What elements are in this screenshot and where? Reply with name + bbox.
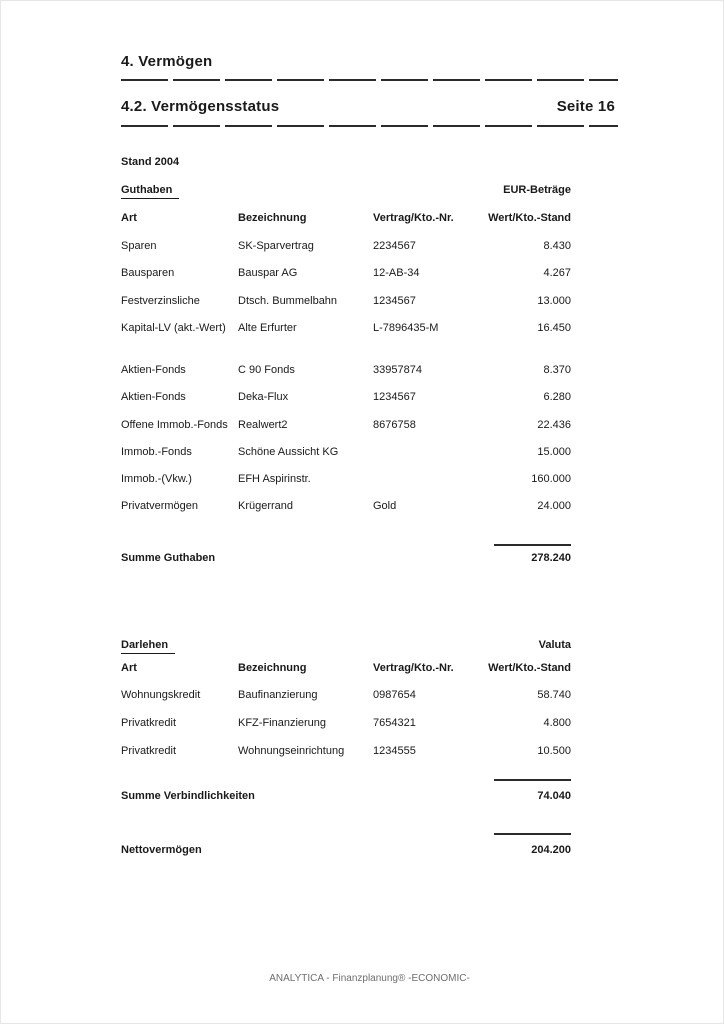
row-art: Festverzinsliche	[121, 295, 200, 307]
table-row	[121, 267, 618, 280]
netto-value: 204.200	[531, 844, 571, 856]
column-header-art: Art	[121, 662, 137, 674]
darlehen-currency-label: Valuta	[538, 639, 571, 651]
row-art: Kapital-LV (akt.-Wert)	[121, 322, 226, 334]
row-art: Privatvermögen	[121, 500, 199, 512]
row-wert: 10.500	[537, 745, 571, 757]
row-wert: 58.740	[537, 689, 571, 701]
darlehen-title-row	[121, 639, 618, 652]
page-footer: ANALYTICA - Finanzplanung® -ECONOMIC-	[269, 973, 470, 984]
row-wert: 8.370	[543, 364, 571, 376]
table-row	[121, 419, 618, 432]
stand-label: Stand 2004	[121, 156, 180, 168]
row-wert: 22.436	[537, 419, 571, 431]
sum-guthaben-value: 278.240	[531, 552, 571, 564]
row-bezeichnung: C 90 Fonds	[238, 364, 295, 376]
column-header-bezeichnung: Bezeichnung	[238, 662, 307, 674]
row-bezeichnung: Deka-Flux	[238, 391, 289, 403]
row-vertrag: Gold	[373, 500, 397, 512]
sum-rule-verbindlichkeiten	[494, 779, 571, 781]
netto-row	[121, 844, 618, 857]
row-bezeichnung: Wohnungseinrichtung	[238, 745, 345, 757]
divider-dashed-section	[121, 125, 618, 127]
page-number: Seite 16	[556, 98, 615, 115]
row-vertrag: 0987654	[373, 689, 416, 701]
table-row	[121, 295, 618, 308]
divider-dashed-top	[121, 79, 618, 81]
column-header-art: Art	[121, 212, 137, 224]
column-header-bezeichnung: Bezeichnung	[238, 212, 307, 224]
row-wert: 160.000	[531, 473, 571, 485]
row-bezeichnung: SK-Sparvertrag	[238, 240, 314, 252]
row-vertrag: L-7896435-M	[373, 322, 439, 334]
sum-rule-netto	[494, 833, 571, 835]
row-bezeichnung: Realwert2	[238, 419, 288, 431]
netto-label: Nettovermögen	[121, 844, 202, 856]
row-vertrag: 33957874	[373, 364, 422, 376]
sum-row-verbindlichkeiten	[121, 790, 618, 803]
table-row	[121, 500, 618, 513]
row-wert: 13.000	[537, 295, 571, 307]
table-row	[121, 240, 618, 253]
column-header-wert: Wert/Kto.-Stand	[488, 212, 571, 224]
row-bezeichnung: Baufinanzierung	[238, 689, 318, 701]
table-row	[121, 391, 618, 404]
table-row	[121, 745, 618, 758]
row-wert: 6.280	[543, 391, 571, 403]
row-art: Privatkredit	[121, 745, 177, 757]
row-vertrag: 1234567	[373, 391, 416, 403]
row-vertrag: 1234567	[373, 295, 416, 307]
row-art: Offene Immob.-Fonds	[121, 419, 228, 431]
row-wert: 24.000	[537, 500, 571, 512]
section-title: 4.2. Vermögensstatus	[121, 98, 280, 115]
stand-row	[121, 156, 618, 169]
row-wert: 15.000	[537, 446, 571, 458]
row-art: Immob.-(Vkw.)	[121, 473, 192, 485]
guthaben-title-row	[121, 184, 618, 197]
sum-verbindlichkeiten-label: Summe Verbindlichkeiten	[121, 790, 255, 802]
row-bezeichnung: Dtsch. Bummelbahn	[238, 295, 338, 307]
row-art: Sparen	[121, 240, 157, 252]
row-bezeichnung: Krügerrand	[238, 500, 294, 512]
section-heading	[121, 98, 618, 116]
sum-verbindlichkeiten-value: 74.040	[537, 790, 571, 802]
guthaben-title: Guthaben	[121, 184, 179, 199]
chapter-heading	[121, 53, 618, 71]
row-wert: 16.450	[537, 322, 571, 334]
sum-guthaben-label: Summe Guthaben	[121, 552, 216, 564]
row-vertrag: 8676758	[373, 419, 416, 431]
chapter-title: 4. Vermögen	[121, 53, 213, 70]
sum-row-guthaben	[121, 552, 618, 565]
table-row	[121, 364, 618, 377]
row-art: Aktien-Fonds	[121, 391, 186, 403]
darlehen-column-header-row	[121, 662, 618, 675]
row-wert: 4.267	[543, 267, 571, 279]
table-row	[121, 322, 618, 335]
column-header-vertrag: Vertrag/Kto.-Nr.	[373, 662, 454, 674]
row-vertrag: 1234555	[373, 745, 416, 757]
row-bezeichnung: Bauspar AG	[238, 267, 298, 279]
row-bezeichnung: EFH Aspirinstr.	[238, 473, 311, 485]
table-row	[121, 717, 618, 730]
row-art: Wohnungskredit	[121, 689, 201, 701]
column-header-wert: Wert/Kto.-Stand	[488, 662, 571, 674]
row-vertrag: 12-AB-34	[373, 267, 420, 279]
row-art: Bausparen	[121, 267, 175, 279]
page-content	[121, 1, 618, 1024]
row-art: Privatkredit	[121, 717, 177, 729]
row-vertrag: 7654321	[373, 717, 416, 729]
row-wert: 8.430	[543, 240, 571, 252]
row-wert: 4.800	[543, 717, 571, 729]
row-bezeichnung: Schöne Aussicht KG	[238, 446, 339, 458]
row-bezeichnung: KFZ-Finanzierung	[238, 717, 327, 729]
row-vertrag: 2234567	[373, 240, 416, 252]
table-row	[121, 473, 618, 486]
table-row	[121, 446, 618, 459]
sum-rule-guthaben	[494, 544, 571, 546]
column-header-vertrag: Vertrag/Kto.-Nr.	[373, 212, 454, 224]
row-art: Aktien-Fonds	[121, 364, 186, 376]
guthaben-currency-label: EUR-Beträge	[503, 184, 571, 196]
row-bezeichnung: Alte Erfurter	[238, 322, 297, 334]
darlehen-title: Darlehen	[121, 639, 175, 654]
guthaben-column-header-row	[121, 212, 618, 225]
table-row	[121, 689, 618, 702]
row-art: Immob.-Fonds	[121, 446, 192, 458]
